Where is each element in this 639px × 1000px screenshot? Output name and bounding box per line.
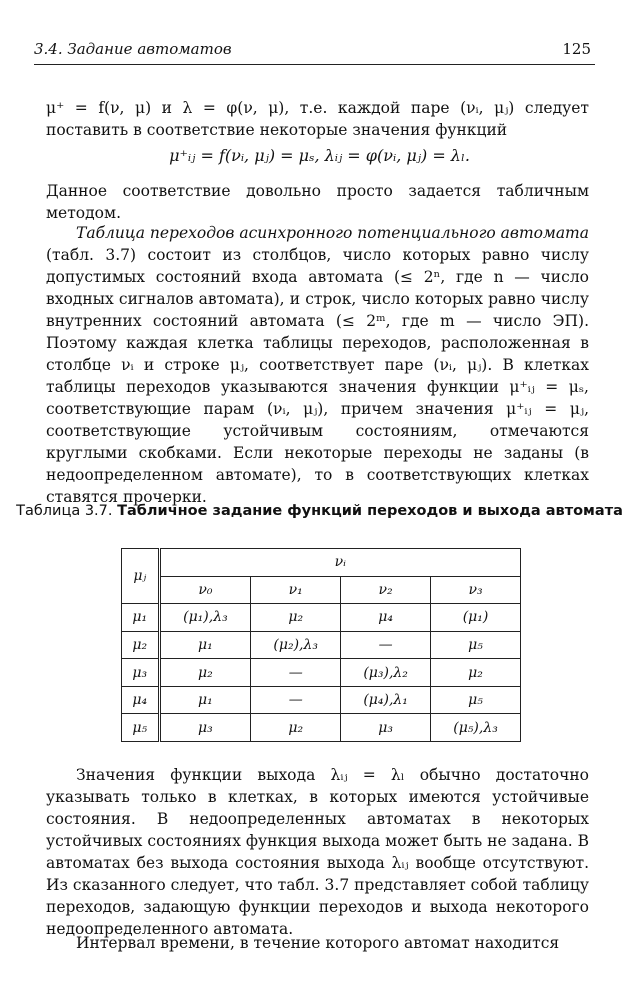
table-cell: μ₁ <box>159 686 251 714</box>
table-cell: μ₃ <box>159 714 251 742</box>
table-caption <box>0 502 639 520</box>
paragraph-2: Данное соответствие довольно просто задается табличным методом. <box>46 182 589 222</box>
state-cell: μ₃ <box>122 659 160 687</box>
table-cell: μ₄ <box>341 604 431 632</box>
paragraph-1: μ⁺ = f(ν, μ) и λ = φ(ν, μ), т.е. каждой паре (νᵢ, μⱼ) следует поставить в соответствие некоторые значения функций <box>46 99 589 139</box>
table-row <box>122 686 521 714</box>
page-number: 125 <box>562 40 591 58</box>
col-header: ν₂ <box>341 576 431 604</box>
state-cell: μ₁ <box>122 604 160 632</box>
table-cell: μ₂ <box>251 604 341 632</box>
table-cell: μ₂ <box>251 714 341 742</box>
table-row <box>122 604 521 632</box>
paragraph-3 <box>46 222 589 508</box>
table-cell: μ₂ <box>431 659 521 687</box>
table-cell: μ₅ <box>431 631 521 659</box>
table-cell: — <box>341 631 431 659</box>
table-cell: (μ₁) <box>431 604 521 632</box>
table-cell: — <box>251 686 341 714</box>
col-header: ν₃ <box>431 576 521 604</box>
table-row <box>122 631 521 659</box>
row-header-cell: μⱼ <box>122 549 160 604</box>
table-cell: μ₃ <box>341 714 431 742</box>
col-header: ν₁ <box>251 576 341 604</box>
table-row <box>122 659 521 687</box>
table-cell: (μ₂),λ₃ <box>251 631 341 659</box>
table-cell: (μ₄),λ₁ <box>341 686 431 714</box>
paragraph-3-text: (табл. 3.7) состоит из столбцов, число которых равно числу допустимых состояний входа автомата (≤ 2ⁿ, где n — число входных сигналов автомата), и строк, число которых равно числу внутренних состояний автомата (≤ 2ᵐ, где m — число ЭП). Поэтому каждая клетка таблицы переходов, расположенная в столбце νᵢ и строке μⱼ, соответствует паре (νᵢ, μⱼ). В клетках таблицы переходов указываются значения функции μ⁺ᵢⱼ = μₛ, соответствующие парам (νᵢ, μⱼ), причем значения μ⁺ᵢⱼ = μⱼ, соответствующие устойчивым состояниям, отмечаются круглыми скобками. Если некоторые переходы не заданы (в недоопределенном автомате), то в соответствующих клетках ставятся прочерки. <box>46 246 589 506</box>
formula-transition: μ⁺ᵢⱼ = f(νᵢ, μⱼ) = μₛ, λᵢⱼ = φ(νᵢ, μⱼ) = λₗ. <box>169 146 470 165</box>
caption-prefix: Таблица 3.7. <box>16 503 113 519</box>
section-title: 3.4. Задание автоматов <box>34 40 232 58</box>
table-cell: μ₁ <box>159 631 251 659</box>
transition-table <box>121 548 521 742</box>
running-header <box>34 40 591 62</box>
paragraph-4: Значения функции выхода λᵢⱼ = λₗ обычно достаточно указывать только в клетках, в которых имеются устойчивые состояния. В недоопределенных автоматах в некоторых устойчивых состояниях функция выхода может быть не задана. В автоматах без выхода состояния выхода λᵢⱼ вообще отсутствуют. Из сказанного следует, что табл. 3.7 представляет собой таблицу переходов, задающую функции переходов и выхода некоторого недоопределенного автомата. <box>46 766 589 938</box>
table-cell: (μ₃),λ₂ <box>341 659 431 687</box>
paragraph-5: Интервал времени, в течение которого автомат находится <box>76 934 560 952</box>
caption-title: Табличное задание функций переходов и выхода автомата <box>117 503 623 519</box>
table-cell: μ₂ <box>159 659 251 687</box>
table-cell: μ₅ <box>431 686 521 714</box>
state-cell: μ₂ <box>122 631 160 659</box>
table-cell: (μ₅),λ₃ <box>431 714 521 742</box>
state-cell: μ₄ <box>122 686 160 714</box>
header-rule <box>34 64 595 65</box>
table-row <box>122 714 521 742</box>
term-transition-table: Таблица переходов асинхронного потенциального автомата <box>76 224 589 242</box>
table-cell: (μ₁),λ₃ <box>159 604 251 632</box>
table-cell: — <box>251 659 341 687</box>
state-cell: μ₅ <box>122 714 160 742</box>
column-group-header: νᵢ <box>159 549 520 577</box>
col-header: ν₀ <box>159 576 251 604</box>
